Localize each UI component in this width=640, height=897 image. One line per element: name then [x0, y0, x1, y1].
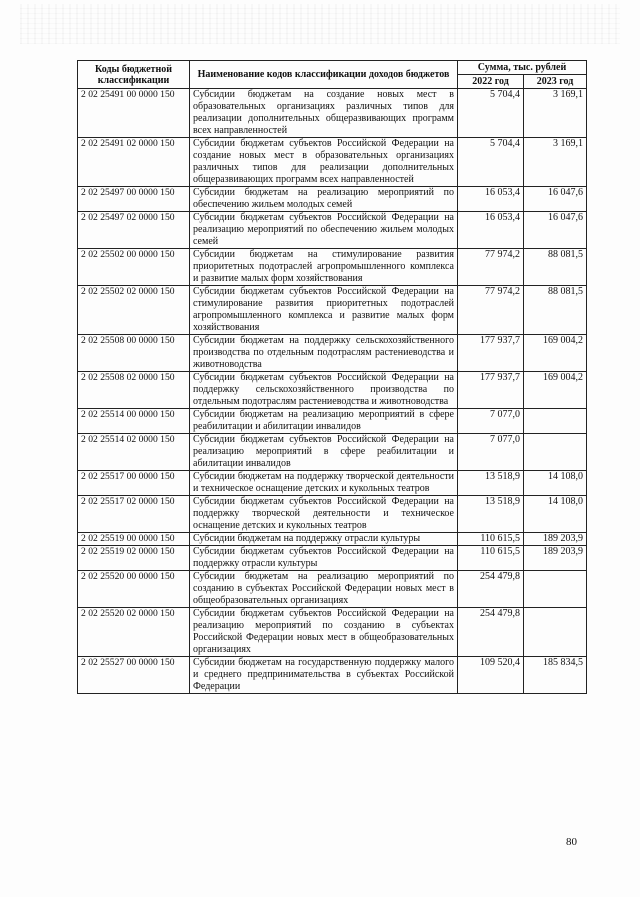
- header-year-2023: 2023 год: [524, 75, 587, 89]
- table-row: [78, 608, 587, 657]
- amount-2023: [524, 434, 587, 471]
- amount-2022: 77 974,2: [458, 286, 524, 335]
- amount-2022: 5 704,4: [458, 138, 524, 187]
- income-name: Субсидии бюджетам на реализацию мероприятий в сфере реабилитации и абилитации инвалидов: [190, 409, 458, 434]
- income-name: Субсидии бюджетам субъектов Российской Федерации на реализацию мероприятий по обеспечению жильем молодых семей: [190, 212, 458, 249]
- amount-2023: 3 169,1: [524, 89, 587, 138]
- classification-code: 2 02 25497 00 0000 150: [78, 187, 190, 212]
- classification-code: 2 02 25502 02 0000 150: [78, 286, 190, 335]
- income-name: Субсидии бюджетам субъектов Российской Федерации на реализацию мероприятий в сфере реабилитации и абилитации инвалидов: [190, 434, 458, 471]
- classification-code: 2 02 25517 00 0000 150: [78, 471, 190, 496]
- amount-2023: 14 108,0: [524, 496, 587, 533]
- amount-2023: 189 203,9: [524, 533, 587, 546]
- amount-2023: 14 108,0: [524, 471, 587, 496]
- table-body: [78, 89, 587, 694]
- classification-code: 2 02 25502 00 0000 150: [78, 249, 190, 286]
- table-row: [78, 434, 587, 471]
- income-name: Субсидии бюджетам субъектов Российской Федерации на поддержку отрасли культуры: [190, 546, 458, 571]
- income-name: Субсидии бюджетам на стимулирование развития приоритетных подотраслей агропромышленного комплекса и развитие малых форм хозяйствования: [190, 249, 458, 286]
- amount-2023: 169 004,2: [524, 372, 587, 409]
- page-number: 80: [566, 836, 577, 848]
- classification-code: 2 02 25508 02 0000 150: [78, 372, 190, 409]
- amount-2023: [524, 608, 587, 657]
- table-row: [78, 471, 587, 496]
- header-year-2022: 2022 год: [458, 75, 524, 89]
- income-name: Субсидии бюджетам субъектов Российской Федерации на стимулирование развития приоритетных подотраслей агропромышленного комплекса и развитие малых форм хозяйствования: [190, 286, 458, 335]
- amount-2023: 189 203,9: [524, 546, 587, 571]
- header-name: Наименование кодов классификации доходов бюджетов: [190, 61, 458, 89]
- classification-code: 2 02 25519 02 0000 150: [78, 546, 190, 571]
- scan-noise: [20, 4, 620, 44]
- amount-2023: [524, 409, 587, 434]
- classification-code: 2 02 25520 00 0000 150: [78, 571, 190, 608]
- table-row: [78, 372, 587, 409]
- amount-2023: 88 081,5: [524, 286, 587, 335]
- table-row: [78, 546, 587, 571]
- amount-2022: 16 053,4: [458, 212, 524, 249]
- amount-2022: 254 479,8: [458, 608, 524, 657]
- table-row: [78, 657, 587, 694]
- amount-2023: 88 081,5: [524, 249, 587, 286]
- classification-code: 2 02 25491 02 0000 150: [78, 138, 190, 187]
- classification-code: 2 02 25520 02 0000 150: [78, 608, 190, 657]
- amount-2023: [524, 571, 587, 608]
- amount-2023: 185 834,5: [524, 657, 587, 694]
- amount-2023: 16 047,6: [524, 212, 587, 249]
- table-row: [78, 187, 587, 212]
- classification-code: 2 02 25514 00 0000 150: [78, 409, 190, 434]
- income-name: Субсидии бюджетам на реализацию мероприятий по созданию в субъектах Российской Федерации новых мест в общеобразовательных организациях: [190, 571, 458, 608]
- classification-code: 2 02 25508 00 0000 150: [78, 335, 190, 372]
- amount-2023: 169 004,2: [524, 335, 587, 372]
- classification-code: 2 02 25527 00 0000 150: [78, 657, 190, 694]
- table-row: [78, 212, 587, 249]
- amount-2022: 13 518,9: [458, 496, 524, 533]
- amount-2022: 110 615,5: [458, 546, 524, 571]
- table-row: [78, 496, 587, 533]
- amount-2023: 16 047,6: [524, 187, 587, 212]
- classification-code: 2 02 25519 00 0000 150: [78, 533, 190, 546]
- income-name: Субсидии бюджетам на создание новых мест в образовательных организациях различных типов для реализации дополнительных общеразвивающих программ всех направленностей: [190, 89, 458, 138]
- amount-2022: 13 518,9: [458, 471, 524, 496]
- amount-2022: 5 704,4: [458, 89, 524, 138]
- amount-2022: 177 937,7: [458, 372, 524, 409]
- table-row: [78, 571, 587, 608]
- table-row: [78, 286, 587, 335]
- classification-code: 2 02 25517 02 0000 150: [78, 496, 190, 533]
- table-row: [78, 335, 587, 372]
- classification-code: 2 02 25497 02 0000 150: [78, 212, 190, 249]
- amount-2022: 177 937,7: [458, 335, 524, 372]
- table-row: [78, 138, 587, 187]
- amount-2022: 109 520,4: [458, 657, 524, 694]
- amount-2022: 77 974,2: [458, 249, 524, 286]
- amount-2022: 16 053,4: [458, 187, 524, 212]
- amount-2022: 254 479,8: [458, 571, 524, 608]
- income-name: Субсидии бюджетам субъектов Российской Федерации на создание новых мест в образовательных организациях различных типов для реализации дополнительных общеразвивающих программ всех направленностей: [190, 138, 458, 187]
- income-name: Субсидии бюджетам на государственную поддержку малого и среднего предпринимательства в субъектах Российской Федерации: [190, 657, 458, 694]
- classification-code: 2 02 25491 00 0000 150: [78, 89, 190, 138]
- amount-2023: 3 169,1: [524, 138, 587, 187]
- budget-table: [77, 60, 587, 694]
- header-code: Коды бюджетной классификации: [78, 61, 190, 89]
- income-name: Субсидии бюджетам субъектов Российской Федерации на поддержку сельскохозяйственного производства по отдельным подотраслям растениеводства и животноводства: [190, 372, 458, 409]
- table-row: [78, 89, 587, 138]
- income-name: Субсидии бюджетам на поддержку отрасли культуры: [190, 533, 458, 546]
- classification-code: 2 02 25514 02 0000 150: [78, 434, 190, 471]
- income-name: Субсидии бюджетам субъектов Российской Федерации на реализацию мероприятий по созданию в субъектах Российской Федерации новых мест в общеобразовательных организациях: [190, 608, 458, 657]
- table-row: [78, 249, 587, 286]
- amount-2022: 7 077,0: [458, 434, 524, 471]
- income-name: Субсидии бюджетам на реализацию мероприятий по обеспечению жильем молодых семей: [190, 187, 458, 212]
- amount-2022: 110 615,5: [458, 533, 524, 546]
- income-name: Субсидии бюджетам субъектов Российской Федерации на поддержку творческой деятельности и техническое оснащение детских и кукольных театров: [190, 496, 458, 533]
- table-row: [78, 409, 587, 434]
- amount-2022: 7 077,0: [458, 409, 524, 434]
- income-name: Субсидии бюджетам на поддержку сельскохозяйственного производства по отдельным подотраслям растениеводства и животноводства: [190, 335, 458, 372]
- income-name: Субсидии бюджетам на поддержку творческой деятельности и техническое оснащение детских и кукольных театров: [190, 471, 458, 496]
- header-sum: Сумма, тыс. рублей: [458, 61, 587, 75]
- table-row: [78, 533, 587, 546]
- table-header-row: [78, 61, 587, 75]
